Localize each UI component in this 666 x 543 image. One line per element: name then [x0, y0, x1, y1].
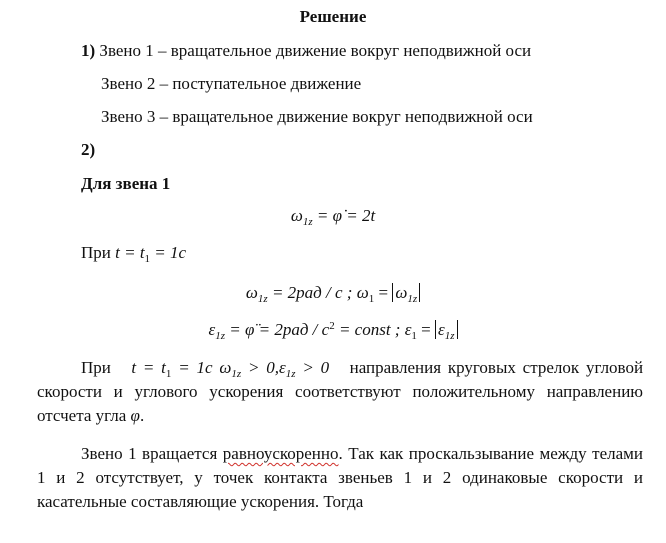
p1-cond-t-val: = 1c — [178, 358, 213, 377]
paragraph-uniform-acceleration — [37, 442, 643, 514]
eps-symbol: ε — [208, 320, 216, 339]
p2-text-1: Звено 1 вращается — [81, 444, 218, 463]
equation-rad — [0, 283, 666, 303]
p1-end: . — [139, 406, 145, 425]
p2-text-2: . Так как проскальзывание между телами 1 и 2 отсутствует, у точек контакта звеньев 1 и 2 одинаковые скорости и касательные составляющие ускорения. Тогда — [37, 444, 644, 511]
p1-phi: φ — [130, 406, 140, 425]
item-1-link-1 — [81, 41, 531, 61]
eps1-symbol: ε — [404, 320, 412, 339]
omega-subscript: 1z — [302, 216, 313, 228]
p1-cond-e-val: > 0 — [302, 358, 330, 377]
p1-cond-w-sub: 1z — [231, 368, 242, 380]
p1-cond-w-val: > 0, — [248, 358, 280, 377]
rad-abs-omega: ω — [395, 283, 408, 302]
omega-symbol: ω — [290, 206, 303, 225]
rad-omega-val: = 2рад / c ; — [271, 283, 353, 302]
eps-tail: = const ; — [338, 320, 401, 339]
rad-omega1-sub: 1 — [368, 293, 375, 305]
when-sub: 1 — [144, 253, 151, 265]
p1-cond-e-sub: 1z — [285, 368, 296, 380]
item-1-link-1-text: Звено 1 – вращательное движение вокруг неподвижной оси — [99, 41, 532, 60]
when-cond: t = t — [115, 243, 145, 262]
item-1-link-2: Звено 2 – поступательное движение — [101, 74, 362, 93]
rad-abs — [392, 283, 420, 305]
paragraph-directions — [37, 356, 643, 428]
eps-sub: 1z — [215, 330, 225, 342]
item-1-link-3: Звено 3 – вращательное движение вокруг неподвижной оси — [101, 107, 533, 126]
rad-omega: ω — [245, 283, 258, 302]
p2-spellcheck-word: равноускоренно — [222, 444, 339, 463]
eps-val: = φ̈ = 2рад / c — [229, 320, 330, 339]
equation-omega — [0, 206, 666, 226]
equation-eps — [0, 320, 666, 340]
page-title: Решение — [299, 7, 367, 26]
p1-cond-t-sub: 1 — [165, 368, 172, 380]
when-val: = 1c — [154, 243, 187, 262]
rad-eq: = — [378, 283, 389, 302]
eps-pow: 2 — [329, 320, 335, 332]
when-text: При — [81, 243, 111, 262]
when-line — [81, 243, 186, 263]
p1-cond-t: t = t — [131, 358, 166, 377]
p1-cond-e: ε — [279, 358, 286, 377]
eps-abs-symbol: ε — [438, 320, 445, 339]
p1-cond-w: ω — [219, 358, 232, 377]
p1-prefix: При — [81, 358, 111, 377]
item-1-number: 1) — [81, 41, 96, 60]
rad-omega-sub: 1z — [257, 293, 268, 305]
eps-abs — [435, 320, 457, 342]
eps1-sub: 1 — [411, 330, 417, 342]
omega-rhs: = φ̇ = 2t — [316, 206, 376, 225]
eps-abs-sub: 1z — [444, 330, 455, 342]
rad-omega1: ω — [356, 283, 369, 302]
item-2-number: 2) — [81, 140, 96, 159]
eps-eq: = — [421, 320, 431, 339]
p1-text: направления круговых стрелок угловой скорости и углового ускорения соответствуют положительному направлению отсчета угла — [37, 358, 644, 425]
section-heading: Для звена 1 — [81, 174, 171, 193]
rad-abs-sub: 1z — [407, 293, 418, 305]
